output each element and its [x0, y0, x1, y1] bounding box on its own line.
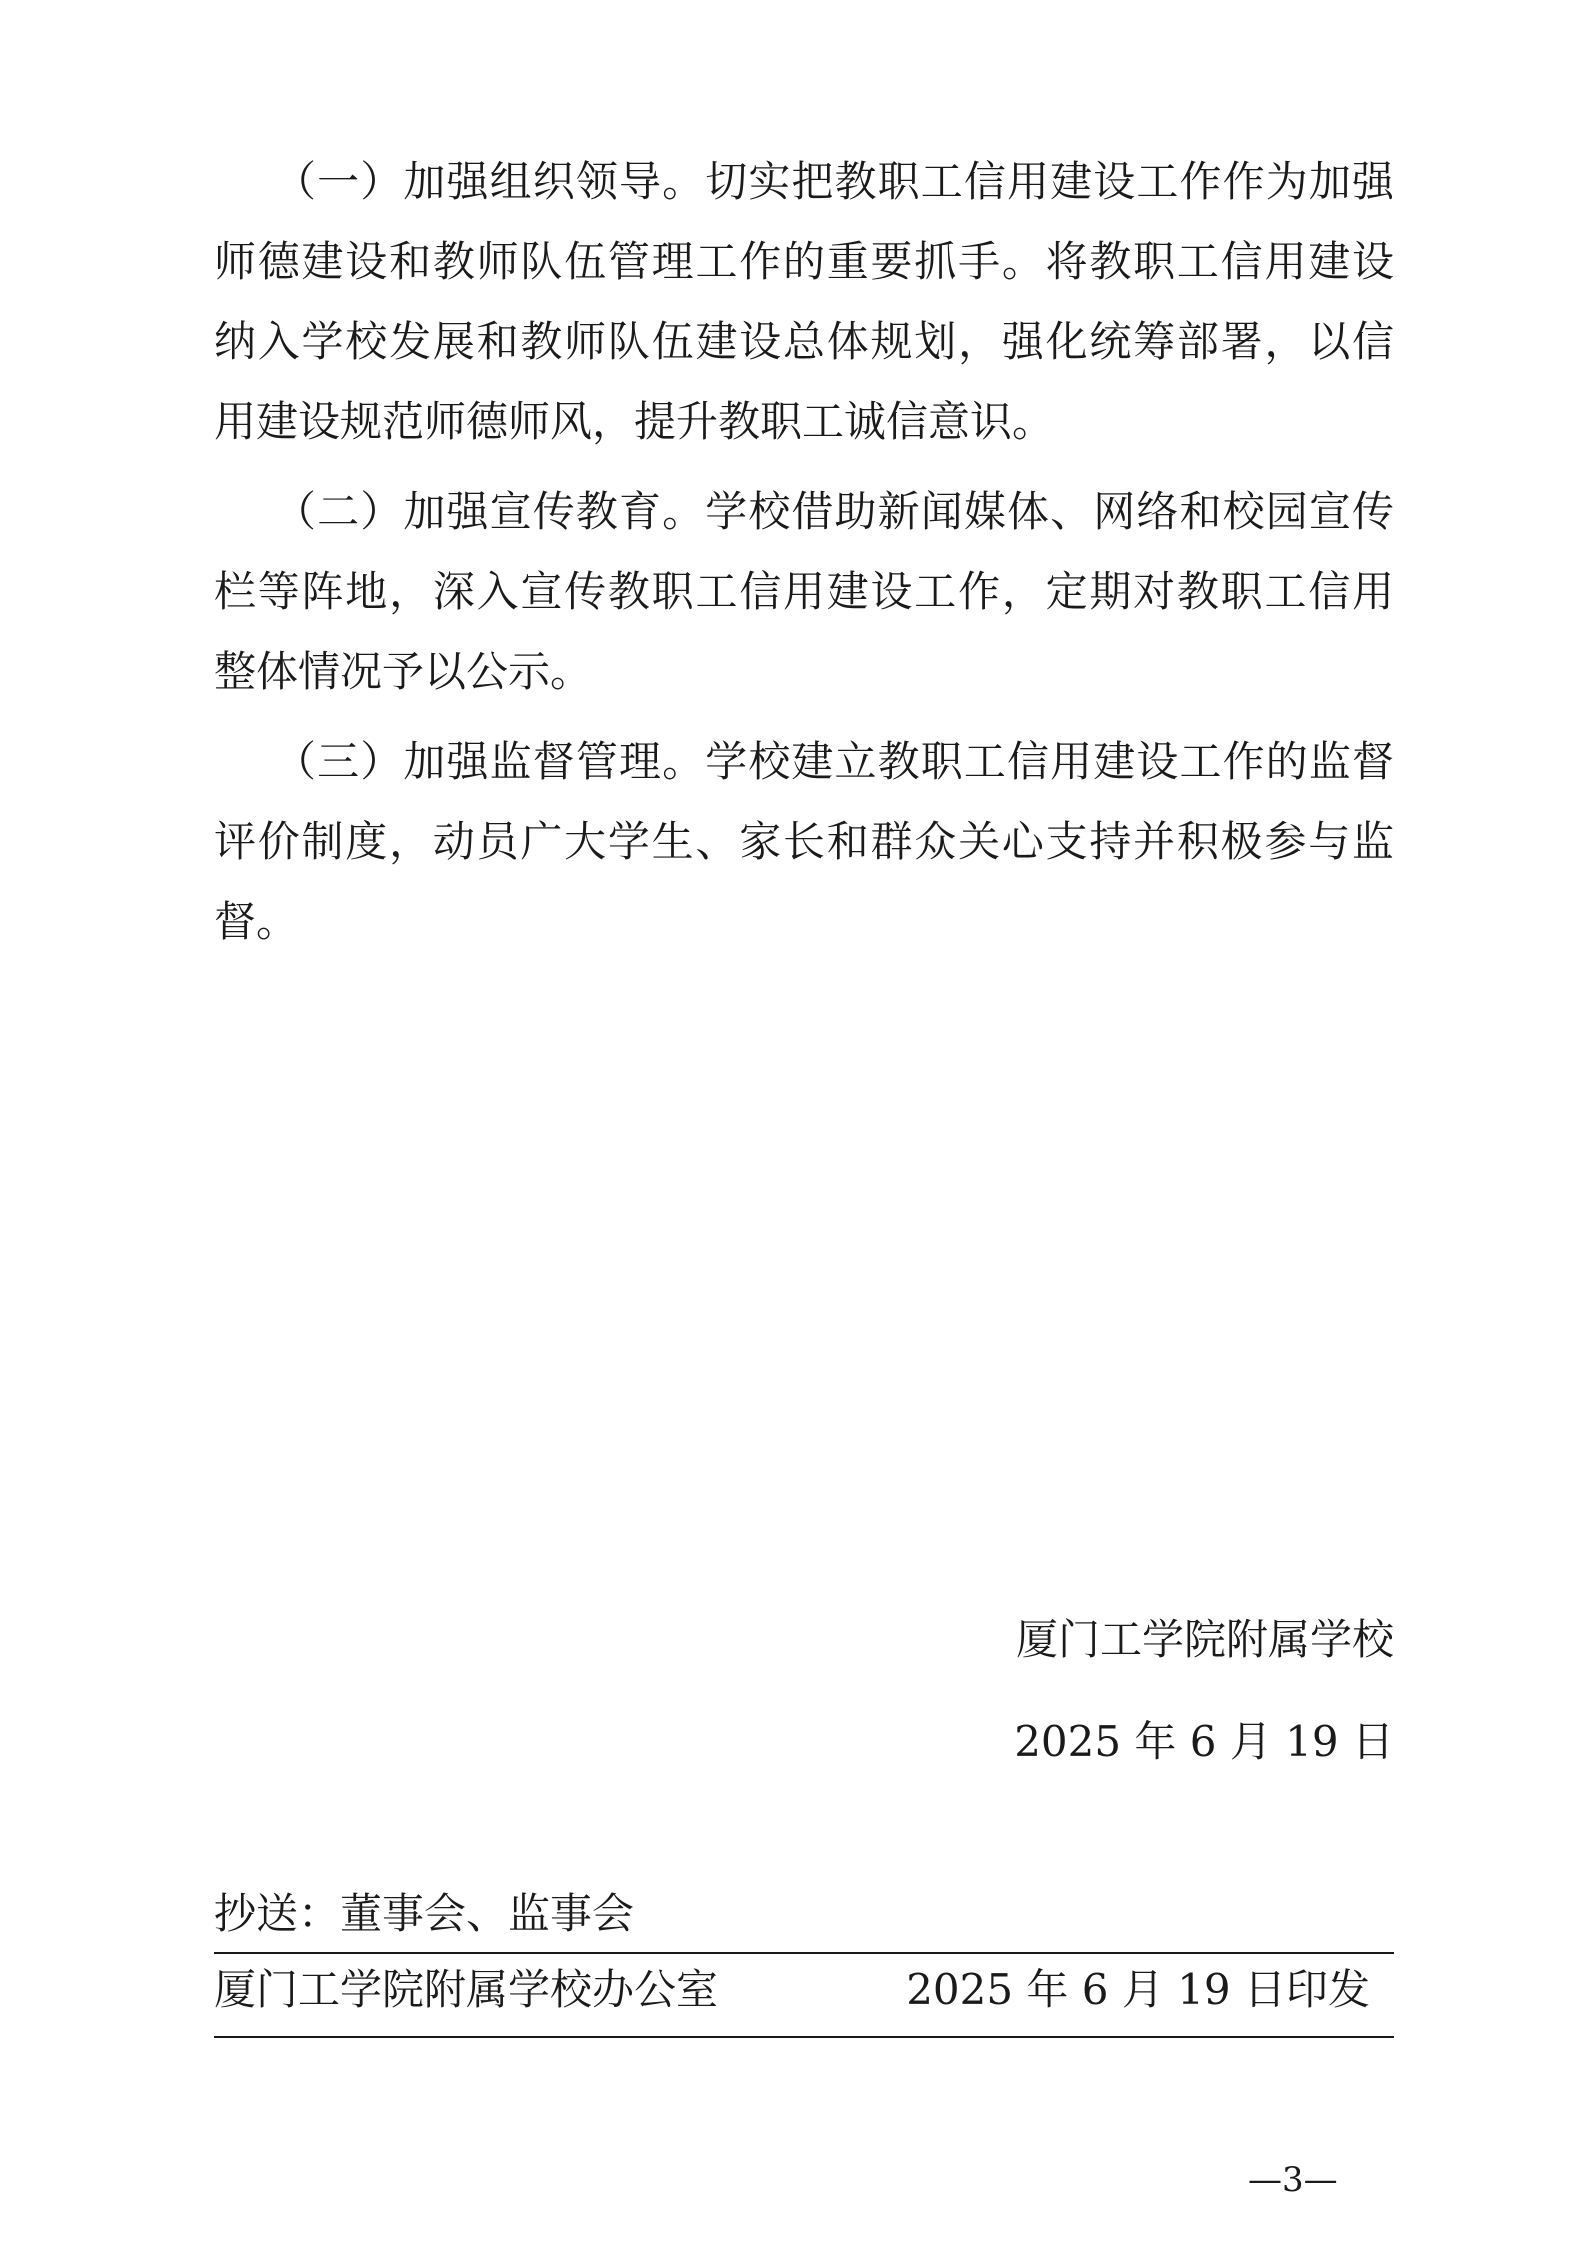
- issue-date: 2025 年 6 月 19 日印发: [906, 1965, 1370, 2014]
- paragraph-2-line-2: 栏等阵地，深入宣传教职工信用建设工作，定期对教职工信用: [214, 567, 1394, 616]
- paragraph-1-line-4: 用建设规范师德师风，提升教职工诚信意识。: [214, 397, 1055, 446]
- signature-date: 2025 年 6 月 19 日: [1014, 1717, 1394, 1766]
- footer-bottom-rule: [214, 2036, 1394, 2038]
- signature-organization: 厦门工学院附属学校: [1015, 1615, 1394, 1664]
- issuer-row: [214, 1966, 1394, 2014]
- paragraph-2-line-3: 整体情况予以公示。: [214, 647, 593, 696]
- paragraph-1-line-1: （一）加强组织领导。切实把教职工信用建设工作作为加强: [274, 157, 1394, 206]
- paragraph-3-line-1: （三）加强监督管理。学校建立教职工信用建设工作的监督: [274, 737, 1394, 786]
- paragraph-3-line-3: 督。: [214, 897, 299, 946]
- paragraph-3-line-2: 评价制度，动员广大学生、家长和群众关心支持并积极参与监: [214, 817, 1394, 866]
- paragraph-1-line-3: 纳入学校发展和教师队伍建设总体规划，强化统筹部署，以信: [214, 317, 1394, 366]
- cc-recipients: 抄送：董事会、监事会: [214, 1889, 635, 1938]
- paragraph-2-line-1: （二）加强宣传教育。学校借助新闻媒体、网络和校园宣传: [274, 487, 1394, 536]
- issuer-office: 厦门工学院附属学校办公室: [214, 1965, 719, 2014]
- paragraph-1-line-2: 师德建设和教师队伍管理工作的重要抓手。将教职工信用建设: [214, 237, 1394, 286]
- page-number: —3—: [1248, 2160, 1338, 2200]
- footer-top-rule: [214, 1952, 1394, 1954]
